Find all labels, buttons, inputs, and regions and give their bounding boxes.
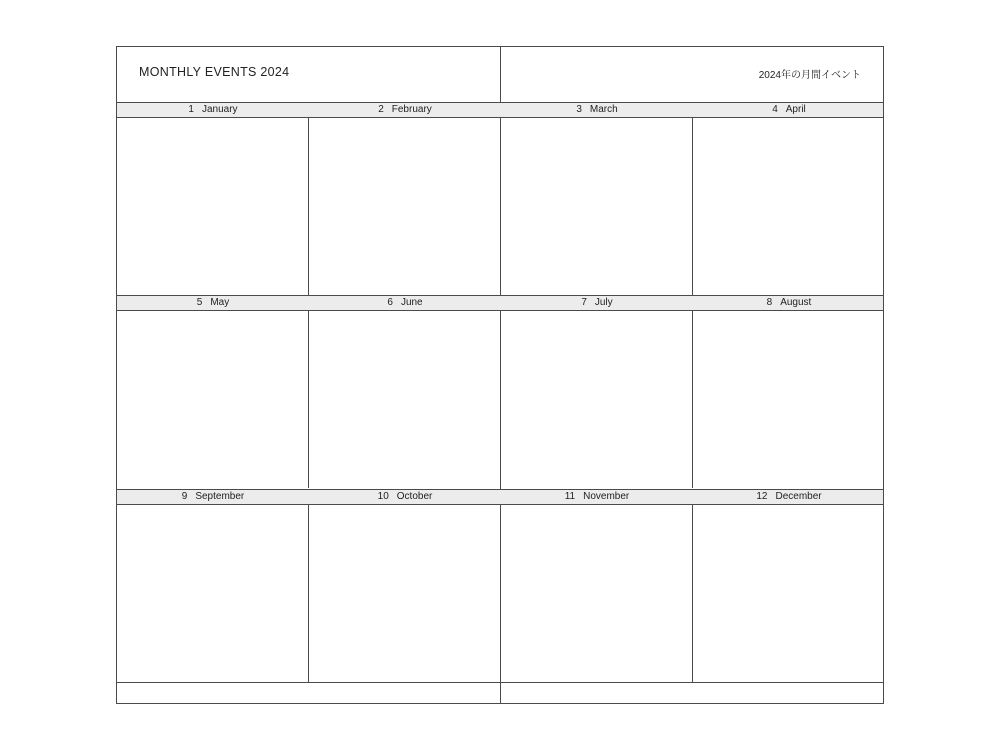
cell-divider [692, 505, 693, 682]
page-title-japanese: 2024年の月間イベント [758, 70, 861, 81]
month-label-september: 9 September [181, 491, 245, 502]
page-title: MONTHLY EVENTS 2024 [139, 65, 290, 79]
cell-divider [308, 118, 309, 295]
month-cell-november[interactable] [501, 505, 693, 682]
month-cell-may[interactable] [117, 311, 309, 488]
footer-divider [117, 682, 883, 683]
month-cell-september[interactable] [117, 505, 309, 682]
month-cell-december[interactable] [693, 505, 885, 682]
month-label-may: 5 May [196, 297, 230, 308]
cell-divider [692, 311, 693, 488]
month-label-november: 11 November [564, 491, 630, 502]
month-cell-august[interactable] [693, 311, 885, 488]
month-label-june: 6 June [387, 297, 423, 308]
cell-divider [692, 118, 693, 295]
month-cell-october[interactable] [309, 505, 501, 682]
cell-divider [308, 311, 309, 488]
month-label-february: 2 February [378, 104, 432, 115]
month-label-april: 4 April [772, 104, 806, 115]
month-cell-march[interactable] [501, 118, 693, 295]
month-label-january: 1 January [188, 104, 238, 115]
month-label-october: 10 October [377, 491, 433, 502]
month-label-july: 7 July [581, 297, 613, 308]
month-cell-january[interactable] [117, 118, 309, 295]
month-cell-july[interactable] [501, 311, 693, 488]
month-cell-april[interactable] [693, 118, 885, 295]
planner-spread [116, 46, 884, 704]
month-cell-june[interactable] [309, 311, 501, 488]
month-label-august: 8 August [766, 297, 812, 308]
cell-divider [308, 505, 309, 682]
month-cell-february[interactable] [309, 118, 501, 295]
month-label-march: 3 March [576, 104, 618, 115]
month-label-december: 12 December [756, 491, 822, 502]
